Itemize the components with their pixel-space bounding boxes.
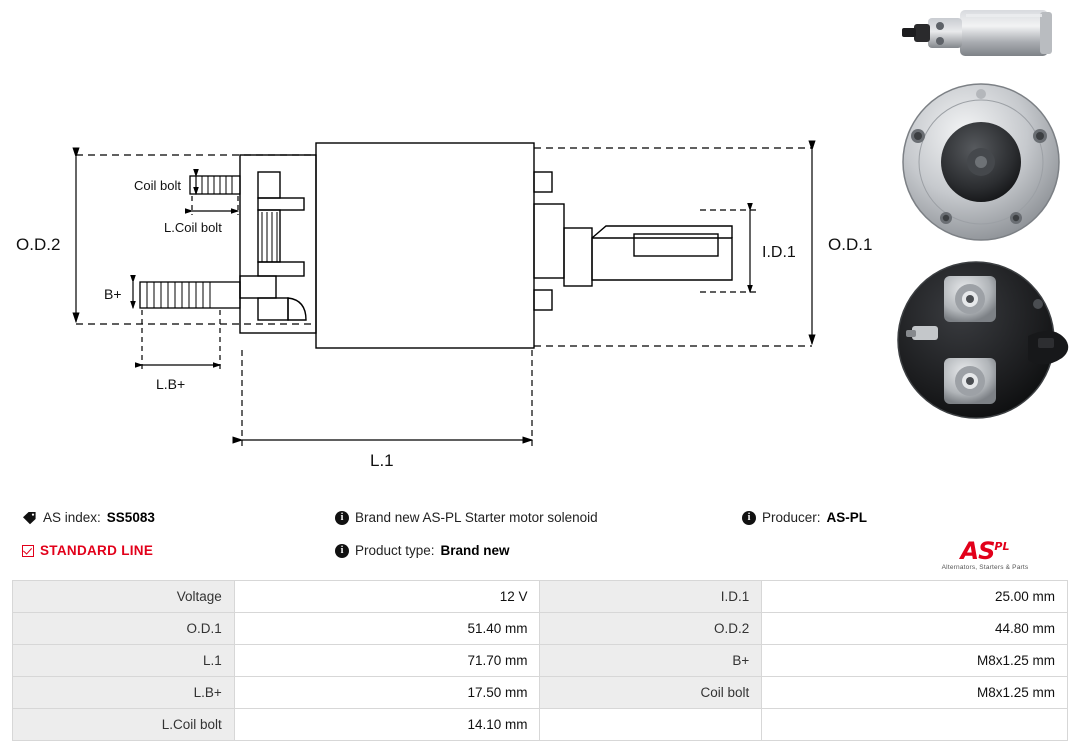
spec-value: 14.10 mm <box>234 709 540 741</box>
as-index-label: AS index: <box>43 510 101 525</box>
brand-logo <box>920 535 1050 571</box>
spec-key: Voltage <box>13 581 235 613</box>
info-icon: i <box>742 511 756 525</box>
brand-logo-sup: PL <box>994 540 1010 553</box>
product-description-row <box>335 509 598 527</box>
spec-key: L.B+ <box>13 677 235 709</box>
spec-value: 25.00 mm <box>762 581 1068 613</box>
standard-line-label: STANDARD LINE <box>40 543 154 558</box>
spec-key: I.D.1 <box>540 581 762 613</box>
product-type-label: Product type: <box>355 543 435 558</box>
product-photo-front-view <box>888 78 1074 246</box>
spec-value: 17.50 mm <box>234 677 540 709</box>
dim-label-id1: I.D.1 <box>762 244 796 261</box>
spec-key: Coil bolt <box>540 677 762 709</box>
as-index-row <box>22 509 155 527</box>
tag-icon <box>22 511 37 525</box>
table-row <box>13 677 1068 709</box>
dim-label-lbplus: L.B+ <box>156 376 186 392</box>
brand-tagline: Alternators, Starters & Parts <box>941 564 1029 571</box>
producer-value: AS-PL <box>826 510 868 525</box>
spec-key-empty <box>540 709 762 741</box>
spec-value: 71.70 mm <box>234 645 540 677</box>
spec-key: L.Coil bolt <box>13 709 235 741</box>
table-row <box>13 709 1068 741</box>
product-photo-side-view <box>888 0 1074 70</box>
check-icon <box>22 545 34 557</box>
dim-label-coil-bolt: Coil bolt <box>134 178 181 193</box>
product-photo-column <box>880 0 1080 495</box>
product-description: Brand new AS-PL Starter motor solenoid <box>355 510 598 525</box>
table-row <box>13 645 1068 677</box>
spec-value: M8x1.25 mm <box>762 645 1068 677</box>
dim-label-l-coil-bolt: L.Coil bolt <box>164 220 222 235</box>
spec-key: L.1 <box>13 645 235 677</box>
spec-value-empty <box>762 709 1068 741</box>
spec-key: O.D.1 <box>13 613 235 645</box>
spec-key: B+ <box>540 645 762 677</box>
product-photo-rear-view <box>888 254 1074 426</box>
dim-label-bplus: B+ <box>104 286 122 302</box>
spec-value: 51.40 mm <box>234 613 540 645</box>
product-type-row <box>335 542 510 560</box>
dim-label-od2: O.D.2 <box>16 235 61 254</box>
spec-value: 12 V <box>234 581 540 613</box>
dim-label-od1: O.D.1 <box>828 235 873 254</box>
spec-key: O.D.2 <box>540 613 762 645</box>
as-index-value: SS5083 <box>106 510 155 525</box>
specification-table <box>12 580 1068 741</box>
table-row <box>13 613 1068 645</box>
standard-line-badge <box>22 543 153 558</box>
product-info-block <box>0 497 1080 569</box>
producer-label: Producer: <box>762 510 821 525</box>
info-icon: i <box>335 511 349 525</box>
product-type-value: Brand new <box>440 543 510 558</box>
producer-row <box>742 509 867 527</box>
spec-value: 44.80 mm <box>762 613 1068 645</box>
dim-label-l1: L.1 <box>370 451 394 470</box>
info-icon: i <box>335 544 349 558</box>
spec-value: M8x1.25 mm <box>762 677 1068 709</box>
brand-logo-text: $AS^{PL}$ <box>960 537 1010 565</box>
table-row <box>13 581 1068 613</box>
